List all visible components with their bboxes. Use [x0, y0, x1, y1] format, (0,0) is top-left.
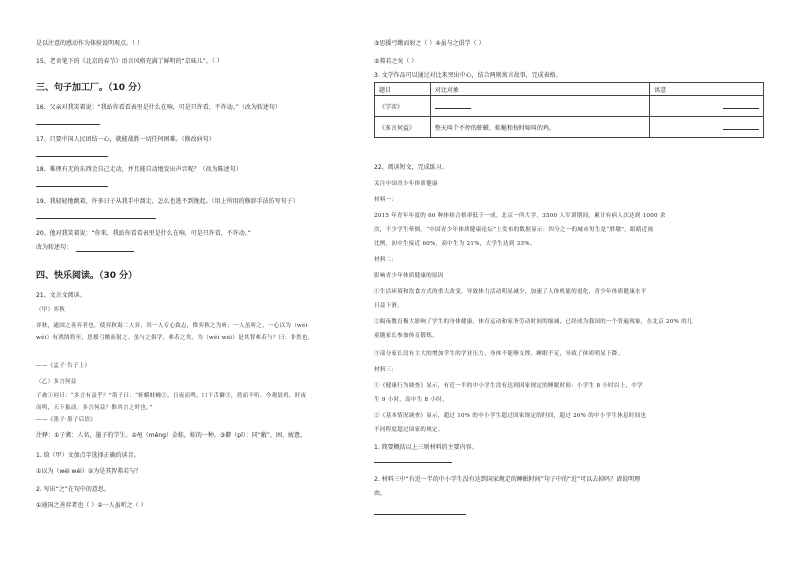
passage-yi-line-1: 子禽①问曰：“多言有益乎？”墨子曰：“虾蟆蛙蝇②，日夜而鸣，口干舌擗③，然而不听。今观晨鸡，时夜: [36, 393, 307, 399]
question-22-1: 1. 简要概括以上三则材料的主要内容。: [374, 444, 478, 451]
answer-line-22-2[interactable]: [374, 514, 466, 515]
material-2-line-4: 童随家长参加体育锻炼。: [374, 333, 438, 339]
question-20: 20、他对我笑着说：“你来，我站你看看表里是什么在响，可是只许看，不许动。”: [36, 230, 251, 237]
material-1-line-1: 2015 年青年年度的 60 种体检合格率低于一成。北京一所大学，3500 人军训期间，累计有病人次达到 1000 余: [374, 213, 666, 219]
passage-yi-line-2: 而鸣，天下振动。多言何益？惟其言之时也。”: [36, 405, 153, 411]
material-2-heading: 影响青少年体质健康的原因: [374, 273, 444, 279]
answer-line-22-1[interactable]: [374, 462, 452, 463]
table-row: [375, 96, 764, 117]
table-header-cell: 寓意: [650, 83, 764, 96]
material-3-line-4: 不同程度超过国家的规定。: [374, 427, 444, 433]
passage-jia-title: （甲）弈秋: [36, 307, 66, 313]
line-judge-14: 是以注意的感动作为体验说明观点。（ ）: [36, 40, 143, 47]
question-21-2-item-5: ⑤弗若之矣（ ）: [374, 58, 418, 65]
question-20-label: 改为转述句：: [36, 244, 73, 251]
question-16: 16、父亲对我笑着说：“我站你看看表里是什么在响，可是只许看，不许动。”（改为转述句）: [36, 104, 281, 111]
material-2-line-5: ③部分家长没有主大的增加学生的学业压力，身体不能够支撑，睡眠不足，导致了体质明显下降。: [374, 351, 624, 357]
article-title: 关注中国青少年体质健康: [374, 181, 438, 187]
question-21-2-items: ①通国之善弈者也（ ）②一人虽听之（ ）: [36, 502, 147, 509]
question-22: 22、阅读短文，完成练习。: [374, 164, 448, 171]
material-3-line-3: ②《基本情况调查》显示，超过 10% 的中小学生超过国家规定的时间，超过 20% 的中小学生休息时间也: [374, 413, 647, 419]
question-21-1: 1. 给（甲）文加点字选择正确的读音。: [36, 452, 140, 459]
table-header-cell: 题目: [375, 83, 431, 96]
material-2-line-3: ②隔夜教育极大影响了学生的身体健康，体育运动和家务劳动时间的缩减，已经成为我国的一个普遍现象，在北京 20% 的儿: [374, 319, 693, 325]
section-4-title: 四、快乐阅读。（30 分）: [36, 271, 138, 281]
question-22-2-cont: 由。: [374, 490, 387, 497]
material-1-line-3: 比例，初中生接近 60%，高中生为 21%，大学生达到 33%。: [374, 241, 536, 247]
question-19: 19、我轻轻地跳着，许多日子从我手中溜走，怎么也逃不到挽起。（用上所用的修辞手法仿写句子）: [36, 198, 299, 205]
material-2-label: 材料二：: [374, 257, 398, 263]
table-header-cell: 对比对象: [430, 83, 649, 96]
material-3-label: 材料三：: [374, 367, 398, 373]
passage-jia-line-2: wéi）有鸿鹄将至，思援弓缴而射之。虽与之俱学，弗若之矣。为（wéi wéi）是其智弗若与？曰：非然也。: [36, 335, 314, 341]
blank-line[interactable]: [435, 102, 471, 109]
material-1-line-2: 次，不少学生晕倒。“中国青少年体质健康论坛”上发布的数据显示：四分之一的城市男生是“胖墩”，眼睛近视: [374, 227, 654, 233]
material-3-line-2: 生 9 小时，高中生 8 小时。: [374, 397, 448, 403]
answer-line-20[interactable]: [76, 251, 134, 252]
material-2-line-1: ①生活环境和饮食方式的重大改变，导致体力活动明显减少，加速了人体机能的退化，青少年体质健康水平: [374, 289, 647, 295]
question-22-2: 2. 材料三中“有近一半的中小学生没有达到国家规定的睡眠时间”句子中的“近”可以去掉吗？请说明理: [374, 476, 641, 483]
answer-line-16[interactable]: [36, 124, 100, 125]
passage-notes: 注释：①子禽：人名，墨子的学生。②黾（měng）金蛙，蛙的一种。③擗（pǐ）：同“敝”，困、疲惫。: [36, 432, 306, 439]
question-21-1-items: ①以为（wéi wéi）②为是其智弗若与？: [36, 468, 142, 475]
table-row: [375, 117, 764, 138]
question-21: 21、文言文阅读。: [36, 292, 86, 299]
table-cell-contrast: 整天叫个不停的虾蟆、蛙蝇和按时啼叫的鸡。: [430, 117, 649, 138]
table-cell-title: 《多言何益》: [375, 117, 431, 138]
passage-jia-line-1: 弈秋，通国之善弈者也。使弈秋诲二人弈，其一人专心致志，惟弈秋之为听；一人虽听之，一心以为（wéi: [36, 323, 308, 329]
blank-line[interactable]: [723, 123, 759, 130]
passage-jia-source: ——《孟子·告子上》: [36, 363, 91, 369]
section-3-title: 三、句子加工厂。（10 分）: [36, 83, 147, 93]
passage-yi-title: （乙）多言何益: [36, 379, 77, 385]
blank-line[interactable]: [723, 102, 759, 109]
material-1-label: 材料一：: [374, 197, 398, 203]
question-17: 17、只要中国人民团结一心，就能战胜一切任何困难。（修改病句）: [36, 136, 215, 143]
answer-line-18[interactable]: [36, 186, 108, 187]
answer-line-17[interactable]: [36, 156, 108, 157]
table-cell-title: 《学弈》: [375, 96, 431, 117]
comparison-table: [374, 82, 764, 138]
passage-yi-source: ——《墨子·墨子后语》: [36, 417, 97, 423]
question-21-3: 3. 文学作品可以通过对比来突出中心，结合两则寓言故事，完成表格。: [374, 72, 562, 79]
table-header-row: [375, 83, 764, 96]
table-cell-contrast[interactable]: [430, 96, 649, 117]
answer-line-19[interactable]: [36, 218, 156, 219]
line-judge-15: 15、老舍笔下的《北京的春节》语言风格充满了鲜明的“京味儿”。（ ）: [36, 58, 223, 65]
material-2-line-2: 日益下滑。: [374, 303, 404, 309]
material-3-line-1: ①《健康行为调查》显示，有近一半的中小学生没有达到国家规定的睡眠时间：小学生 8 小时以上，中学: [374, 383, 643, 389]
table-cell-moral[interactable]: [650, 117, 764, 138]
question-21-2: 2. 写出“之”在句中的意思。: [36, 486, 110, 493]
question-18: 18、难理有无的东西会自己走动，并且能自动地发出声音呢？（改为陈述句）: [36, 166, 242, 173]
table-cell-moral[interactable]: [650, 96, 764, 117]
question-21-2-items-cont: ③思援弓缴而射之（ ）④虽与之俱学（ ）: [374, 40, 485, 47]
